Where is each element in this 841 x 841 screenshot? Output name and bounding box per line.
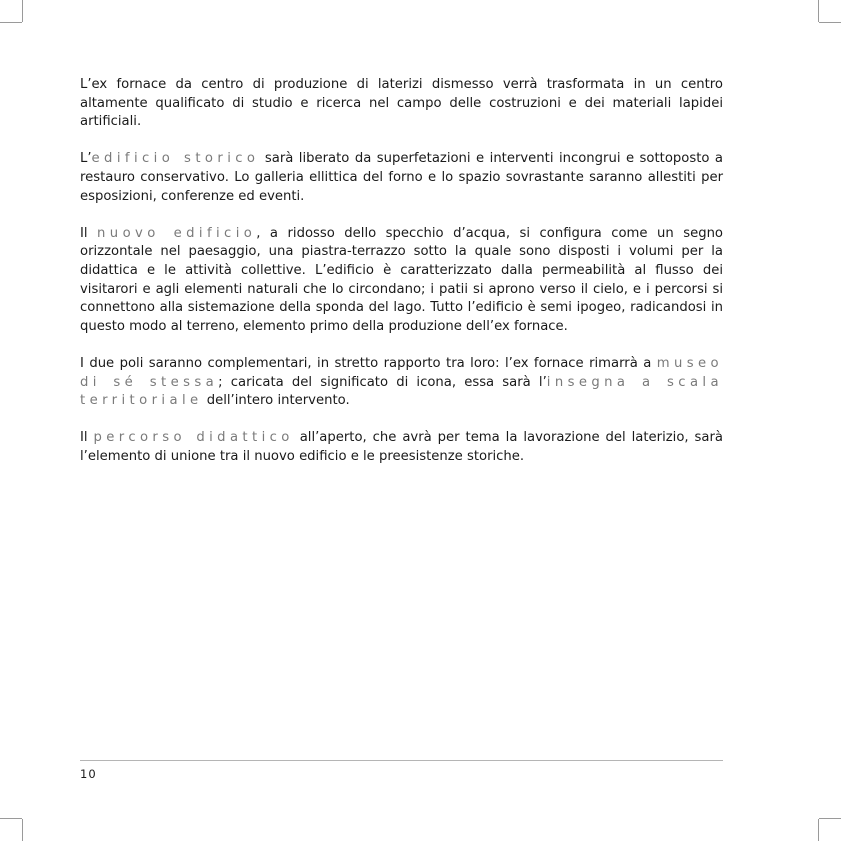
paragraph-historic-building — [80, 150, 723, 206]
paragraph-new-building — [80, 225, 723, 337]
highlight-term: insegna a scala territoriale — [80, 374, 723, 409]
crop-mark-bottom-left-h — [0, 818, 22, 819]
crop-mark-top-left — [22, 0, 23, 22]
paragraph-text: dell’intero intervento. — [202, 393, 350, 409]
highlight-term: percorso didattico — [93, 430, 294, 446]
crop-mark-top-right — [818, 0, 819, 22]
crop-mark-bottom-left — [22, 819, 23, 841]
paragraph-two-poles — [80, 355, 723, 411]
highlight-term: nuovo edificio — [97, 225, 257, 241]
paragraph-text: ; caricata del significato di icona, essa sarà l’ — [218, 374, 547, 390]
paragraph-text: sarà liberato da superfetazioni e interventi incongrui e sottoposto a restauro conservativo. Lo galleria ellittica del forno e lo spazio sovrastante saranno allestiti per esposizioni, conferenze ed eventi. — [80, 151, 724, 204]
paragraph-text: I due poli saranno complementari, in stretto rapporto tra loro: l’ex fornace rimarrà a — [80, 355, 657, 371]
body-text — [80, 76, 723, 485]
paragraph-text: Il — [80, 225, 98, 241]
paragraph-text: L’ex fornace da centro di produzione di laterizi dismesso verrà trasformata in un centro altamente qualificato di studio e ricerca nel campo delle costruzioni e dei materiali lapidei artificiali. — [80, 77, 723, 130]
page-number: 10 — [80, 767, 97, 781]
highlight-term: museo di sé stessa — [80, 355, 723, 390]
paragraph-text: all’aperto, che avrà per tema la lavorazione del laterizio, sarà l’elemento di unione tra il nuovo edificio e le preesistenze storiche. — [80, 430, 724, 464]
paragraph-didactic-path — [80, 429, 723, 466]
crop-mark-top-left-h — [0, 22, 22, 23]
crop-mark-bottom-right — [818, 819, 819, 841]
paragraph-text: L’ — [80, 151, 92, 167]
crop-mark-top-right-h — [819, 22, 841, 23]
footer-rule — [80, 760, 723, 761]
paragraph-text: , a ridosso dello specchio d’acqua, si configura come un segno orizzontale nel paesaggio, una piastra-terrazzo sotto la quale sono disposti i volumi per la didattica e le attività collettive. L’edificio è caratterizzato dalla permeabilità al flusso dei visitarori e agli elementi naturali che lo circondano; i patii si aprono verso il cielo, e i percorsi si connettono alla sistemazione della sponda del lago. Tutto l’edificio è semi ipogeo, radicandosi in questo modo al terreno, elemento primo della produzione dell’ex fornace. — [80, 225, 723, 334]
highlight-term: edificio storico — [91, 151, 260, 167]
paragraph-intro — [80, 76, 723, 132]
crop-mark-bottom-right-h — [819, 818, 841, 819]
paragraph-text: Il — [80, 430, 94, 446]
